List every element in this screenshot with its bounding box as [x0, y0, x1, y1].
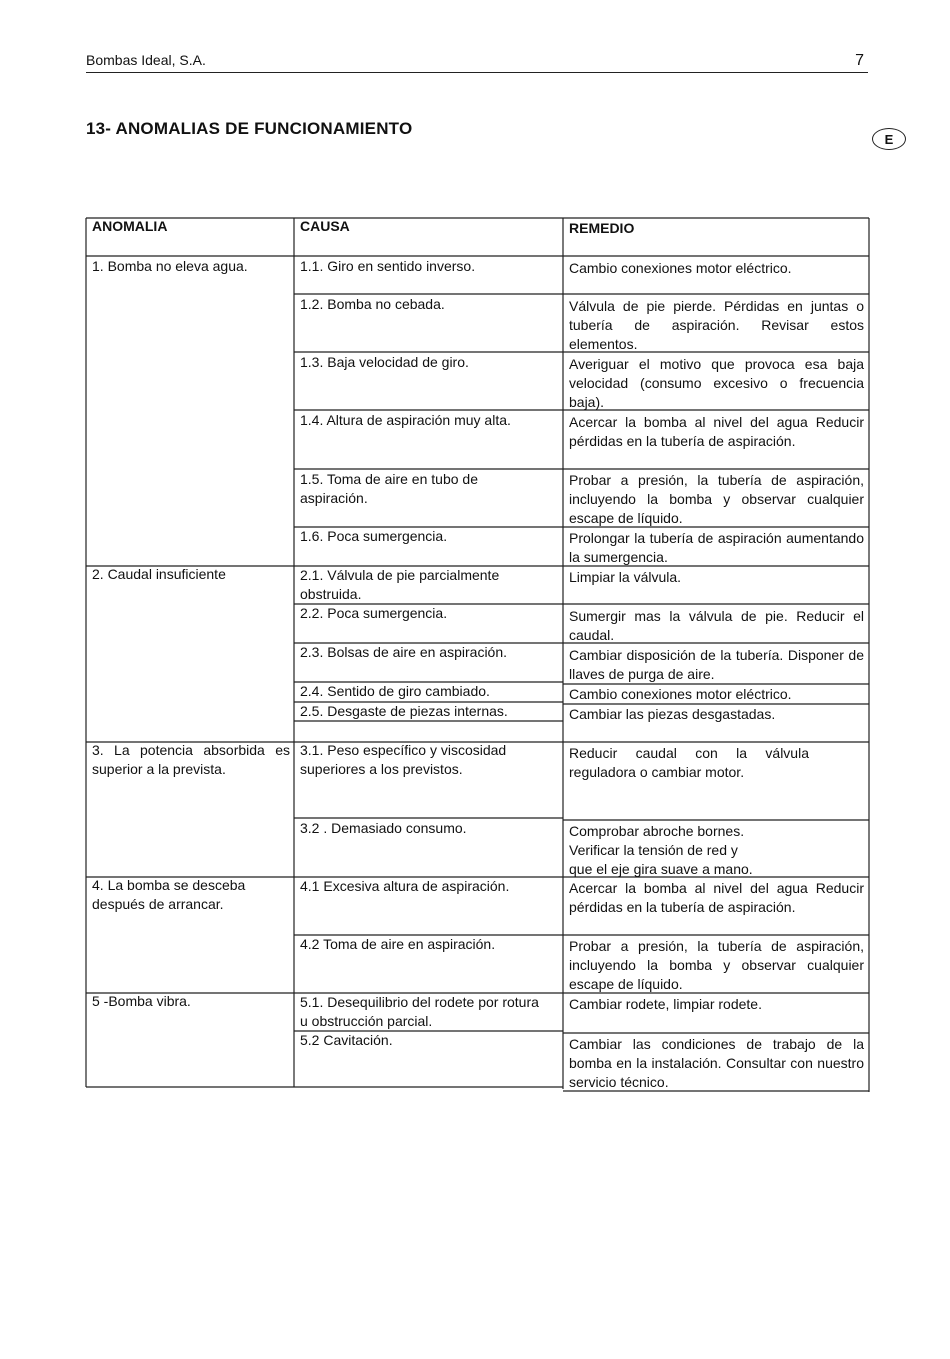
section-title: 13- ANOMALIAS DE FUNCIONAMIENTO [86, 119, 413, 138]
remedy-2-5: Cambiar las piezas desgastadas. [569, 706, 776, 722]
page-number: 7 [855, 52, 864, 69]
cause-1-5: 1.5. Toma de aire en tubo de aspiración. [300, 471, 478, 506]
remedy-3-2-line-3: que el eje gira suave a mano. [569, 861, 753, 877]
remedy-3-2 [569, 822, 864, 879]
remedy-2-4: Cambio conexiones motor eléctrico. [569, 686, 792, 702]
company-name: Bombas Ideal, S.A. [86, 52, 206, 68]
cause-2-3: 2.3. Bolsas de aire en aspiración. [300, 644, 508, 660]
remedy-3-1: Reducir caudal con la válvula reguladora o cambiar motor. [569, 745, 809, 780]
anomaly-2: 2. Caudal insuficiente [92, 566, 226, 582]
cause-2-1: 2.1. Válvula de pie parcialmente obstruida. [300, 567, 500, 602]
cause-1-3: 1.3. Baja velocidad de giro. [300, 354, 469, 370]
cause-1-1: 1.1. Giro en sentido inverso. [300, 258, 476, 274]
cause-4-1: 4.1 Excesiva altura de aspiración. [300, 878, 510, 894]
cause-2-2: 2.2. Poca sumergencia. [300, 605, 448, 621]
remedy-2-3: Cambiar disposición de la tubería. Disponer de llaves de purga de aire. [569, 647, 864, 682]
cause-5-2: 5.2 Cavitación. [300, 1032, 393, 1048]
remedy-3-2-line-1: Comprobar abroche bornes. [569, 823, 745, 839]
column-header-remedio: REMEDIO [569, 220, 635, 236]
cause-1-6: 1.6. Poca sumergencia. [300, 528, 448, 544]
language-badge-icon: E [872, 128, 906, 150]
remedy-4-1: Acercar la bomba al nivel del agua Reducir pérdidas en la tubería de aspiración. [569, 880, 864, 915]
cause-5-1: 5.1. Desequilibrio del rodete por rotura u obstrucción parcial. [300, 994, 539, 1029]
remedy-1-5: Probar a presión, la tubería de aspiración, incluyendo la bomba y observar cualquier escape de líquido. [569, 472, 864, 526]
anomaly-1: 1. Bomba no eleva agua. [92, 258, 248, 274]
remedy-1-6: Prolongar la tubería de aspiración aumentando la sumergencia. [569, 530, 864, 565]
remedy-1-1: Cambio conexiones motor eléctrico. [569, 260, 792, 276]
remedy-3-2-line-2: Verificar la tensión de red y [569, 842, 738, 858]
remedy-2-1: Limpiar la válvula. [569, 569, 682, 585]
cause-2-4: 2.4. Sentido de giro cambiado. [300, 683, 490, 699]
column-header-causa: CAUSA [300, 218, 350, 234]
remedy-1-2: Válvula de pie pierde. Pérdidas en juntas o tubería de aspiración. Revisar estos elementos. [569, 298, 864, 352]
remedy-2-2: Sumergir mas la válvula de pie. Reducir el caudal. [569, 608, 864, 643]
cause-4-2: 4.2 Toma de aire en aspiración. [300, 936, 496, 952]
remedy-1-4: Acercar la bomba al nivel del agua Reducir pérdidas en la tubería de aspiración. [569, 414, 864, 449]
cause-2-5: 2.5. Desgaste de piezas internas. [300, 703, 508, 719]
cause-3-1: 3.1. Peso específico y viscosidad superiores a los previstos. [300, 742, 507, 777]
cause-1-4: 1.4. Altura de aspiración muy alta. [300, 412, 511, 428]
cause-3-2: 3.2 . Demasiado consumo. [300, 820, 467, 836]
remedy-5-1: Cambiar rodete, limpiar rodete. [569, 996, 762, 1012]
anomaly-3: 3. La potencia absorbida es superior a la prevista. [92, 742, 290, 777]
remedy-1-3: Averiguar el motivo que provoca esa baja velocidad (consumo excesivo o frecuencia baja). [569, 356, 864, 410]
anomaly-4: 4. La bomba se desceba después de arrancar. [92, 877, 246, 912]
cause-1-2: 1.2. Bomba no cebada. [300, 296, 445, 312]
remedy-5-2: Cambiar las condiciones de trabajo de la bomba en la instalación. Consultar con nuestro servicio técnico. [569, 1036, 864, 1090]
anomaly-5: 5 -Bomba vibra. [92, 993, 191, 1009]
column-header-anomalia: ANOMALIA [92, 218, 168, 234]
remedy-4-2: Probar a presión, la tubería de aspiración, incluyendo la bomba y observar cualquier escape de líquido. [569, 938, 864, 992]
